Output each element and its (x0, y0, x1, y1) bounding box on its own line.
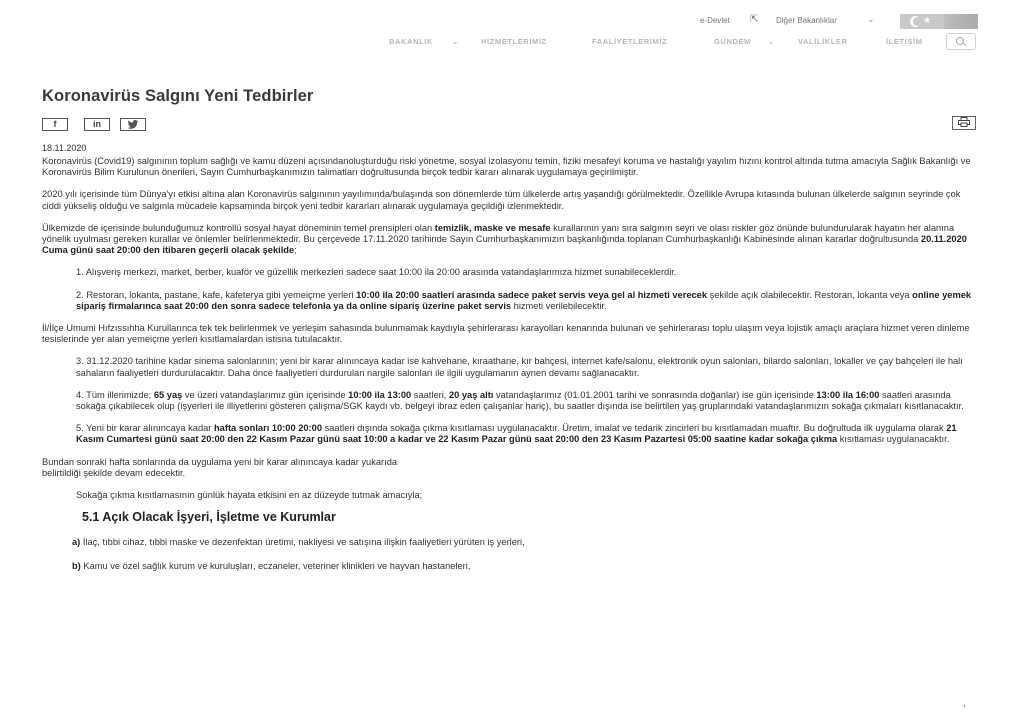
paragraph: 2020 yılı içerisinde tüm Dünya'yı etkisi altına alan Koronavirüs salgınının yayılımında/bulaşında son dönemlerde tüm ülkelerde artış yaşandığı görülmektedir. Özellikle Avrupa kıtasında bulunan ülkelerde salgının seyrinde çok ciddi yükseliş olduğu ve salgınla mücadele kapsamında birçok yeni tedbir kararları alınarak uygulamaya geçildiği izlenmektedir. (42, 189, 961, 211)
printer-icon (958, 117, 970, 127)
facebook-share-button[interactable] (42, 118, 68, 131)
paragraph: Bundan sonraki hafta sonlarında da uygulama yeni bir karar alınıncaya kadar yukarıda belirtildiği şekilde devam edecektir. (42, 456, 398, 478)
paragraph: Ülkemizde de içerisinde bulunduğumuz kontrollü sosyal hayat döneminin temel prensipleri olan temizlik, maske ve mesafe kurallarının yanı sıra salgının seyri ve olası riskler göz önünde bulundurularak hayatın her alanına yönelik uyulması gereken kurallar ve önlemler belirlenmektedir. Bu çerçevede 17.11.2020 tarihinde Sayın Cumhurbaşkanımızın başkanlığında toplanan Cumhurbaşkanlığı Kabinesinde alınan kararlar doğrultusunda 20.11.2020 Cuma günü saat 20:00 den itibaren geçerli olacak şekilde; (42, 222, 967, 256)
nav-item-bakanlik[interactable]: BAKANLIK (389, 37, 433, 46)
twitter-share-button[interactable] (120, 118, 146, 131)
external-link-icon: ⇱ (750, 14, 759, 25)
nav-item-faaliyetlerimiz[interactable]: FAALİYETLERİMİZ (592, 37, 668, 46)
measure-item-3: 3. 31.12.2020 tarihine kadar sinema salonlarının; yeni bir karar alınıncaya kadar ise kahvehane, kıraathane, kır bahçesi, internet kafe/salonu, elektronik oyun salonları, bilardo salonları, lokaller ve çay bahçeleri ile halı sahaların faaliyetleri durdurulacaktır. Daha önce faaliyetleri durdurulan nargile salonları ile ilgili uygulamanın aynen devamı sağlanacaktır. (76, 356, 963, 378)
turkish-flag-logo (900, 14, 978, 29)
nav-item-hizmetlerimiz[interactable]: HİZMETLERİMİZ (481, 37, 547, 46)
measure-item-4: 4. Tüm illerimizde; 65 yaş ve üzeri vatandaşlarımız gün içerisinde 10:00 ila 13:00 saatleri, 20 yaş altı vatandaşlarımız (01.01.2001 tarihi ve sonrasında doğanlar) ise gün içerisinde 13:00 ila 16:00 saatleri arasında sokağa çıkabilecek olup (işyerleri ile illiyetlerini gösteren çalışma/SGK kaydı vb. belgeyi ibraz eden çalışanlar hariç), bu saatler dışında ise belirtilen yaş gruplarındaki vatandaşlarımızın sokağa çıkmaları kısıtlanacaktır. (76, 389, 964, 412)
nav-item-iletisim[interactable]: İLETİŞİM (886, 37, 923, 46)
print-button[interactable] (952, 116, 976, 130)
footer-mark: , (963, 698, 966, 708)
other-ministries-link[interactable]: Diğer Bakanlıklar (776, 16, 837, 25)
publish-date: 18.11.2020 (42, 143, 87, 153)
list-item: b) Kamu ve özel sağlık kurum ve kuruluşları, eczaneler, veteriner klinikleri ve hayvan hastaneleri, (72, 560, 471, 571)
portrait-image (944, 14, 978, 29)
article-body (42, 156, 977, 584)
nav-item-valilikler[interactable]: VALİLİKLER (798, 37, 848, 46)
measure-item-2: 2. Restoran, lokanta, pastane, kafe, kafeterya gibi yemeiçme yerleri 10:00 ila 20:00 saatleri arasında sadece paket servis veya gel al hizmeti verecek şekilde açık olabilecektir. Restoran, lokanta veya online yemek sipariş firmalarınca saat 20:00 den sonra sadece telefonla ya da online sipariş üzerine paket servis hizmeti verilebilecektir. (76, 289, 972, 311)
measure-item-1: 1. Alışveriş merkezi, market, berber, kuaför ve güzellik merkezleri sadece saat 10:00 ila 20:00 arasında vatandaşlarımıza hizmet sunabileceklerdir. (76, 267, 677, 278)
chevron-down-icon[interactable]: ⌄ (452, 37, 459, 46)
facebook-icon: f (53, 119, 57, 129)
edevlet-link[interactable]: e-Devlet (700, 16, 730, 25)
search-button[interactable] (946, 33, 976, 50)
paragraph: Sokağa çıkma kısıtlamasının günlük hayata etkisini en az düzeyde tutmak amacıyla; (76, 490, 423, 501)
list-item: a) İlaç, tıbbi cihaz, tıbbi maske ve dezenfektan üretimi, nakliyesi ve satışına ilişkin faaliyetleri yürüten iş yerleri, (72, 537, 525, 548)
page-title: Koronavirüs Salgını Yeni Tedbirler (42, 87, 314, 105)
section-subheading: 5.1 Açık Olacak İşyeri, İşletme ve Kurumlar (82, 510, 336, 525)
linkedin-share-button[interactable] (84, 118, 110, 131)
measure-item-5: 5. Yeni bir karar alınıncaya kadar hafta sonları 10:00 20:00 saatleri dışında sokağa çıkma kısıtlaması uygulanacaktır. Üretim, imalat ve tedarik zincirleri bu kısıtlamadan muaftır. Bu doğrultuda ilk uygulama olarak 21 Kasım Cumartesi günü saat 20:00 den 22 Kasım Pazar günü saat 10:00 a kadar ve 22 Kasım Pazar günü saat 20:00 den 23 Kasım Pazartesi 05:00 saatine kadar sokağa çıkma kısıtlaması uygulanacaktır. (76, 423, 957, 445)
paragraph: Koronavirüs (Covid19) salgınının toplum sağlığı ve kamu düzeni açısındanoluşturduğu riski yönetme, sosyal izolasyonu temin, fiziki mesafeyi koruma ve hastalığı yayılım hızını kontrol altında tutma amacıyla Sağlık Bakanlığı ve Koronavirüs Bilim Kurulunun önerileri, Sayın Cumhurbaşkanımızın talimatları doğrultusunda birçok tedbir kararı alınarak uygulamaya geçirilmiştir. (42, 156, 971, 178)
paragraph: İl/İlçe Umumi Hıfzıssıhha Kurullarınca tek tek belirlenmek ve yerleşim sahasında bulunmamak kaydıyla şehirlerarası karayolları kenarında bulunan ve şehirlerarası toplu ulaşım veya lojistik amaçlı araçlara hizmet veren dinleme tesislerinde yer alan yemeiçme yerleri kısıtlamalardan istisna tutulacaktır. (42, 323, 970, 345)
main-nav (0, 37, 1024, 49)
twitter-icon (127, 120, 139, 129)
star-icon: ★ (923, 15, 932, 25)
chevron-down-icon[interactable]: ⌄ (867, 14, 875, 24)
nav-item-gundem[interactable]: GÜNDEM (714, 37, 751, 46)
chevron-down-icon[interactable]: ⌄ (768, 37, 775, 46)
linkedin-icon: in (93, 119, 101, 129)
top-bar (0, 14, 1024, 34)
